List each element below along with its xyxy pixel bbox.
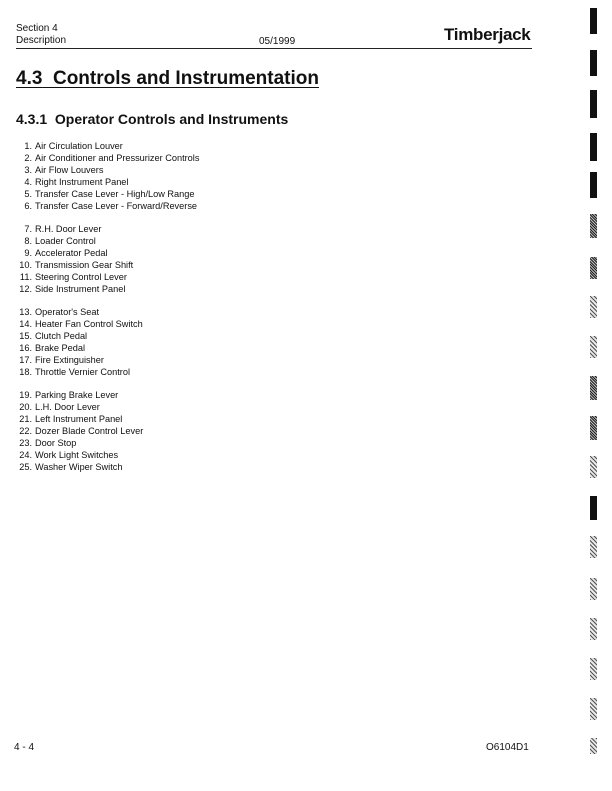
list-group	[16, 140, 199, 212]
list-item-number: 1.	[24, 141, 32, 151]
subsection-label: Description	[16, 35, 67, 46]
header-date: 05/1999	[259, 36, 296, 47]
list-item	[16, 389, 199, 401]
section-tab-mark	[590, 738, 597, 754]
list-item-label: Left Instrument Panel	[35, 414, 123, 424]
list-item-label: Parking Brake Lever	[35, 390, 119, 400]
list-item-number: 25.	[19, 462, 32, 472]
section-tab-mark	[590, 416, 597, 440]
list-item	[16, 413, 199, 425]
list-item-number: 13.	[19, 307, 32, 317]
list-item-label: Brake Pedal	[35, 343, 86, 353]
list-item	[16, 152, 199, 164]
list-item-label: Right Instrument Panel	[35, 177, 129, 187]
list-item-number: 18.	[19, 367, 32, 377]
list-item	[16, 425, 199, 437]
section-tab-mark	[590, 456, 597, 478]
section-tab-mark	[590, 133, 597, 161]
list-item-number: 16.	[19, 343, 32, 353]
list-item-number: 9.	[24, 248, 32, 258]
section-tab-mark	[590, 496, 597, 520]
list-item-label: Air Conditioner and Pressurizer Controls	[35, 153, 200, 163]
page-number: 4 - 4	[14, 742, 35, 753]
section-tab-mark	[590, 618, 597, 640]
list-item-number: 11.	[19, 272, 32, 282]
section-tab-mark	[590, 90, 597, 118]
section-heading	[16, 111, 288, 127]
list-item-label: Transfer Case Lever - High/Low Range	[35, 189, 195, 199]
list-item-label: Air Flow Louvers	[35, 165, 104, 175]
list-item	[16, 176, 199, 188]
section-tab-mark	[590, 336, 597, 358]
list-item-number: 20.	[19, 402, 32, 412]
list-item-number: 24.	[19, 450, 32, 460]
list-item-number: 12.	[19, 284, 32, 294]
list-item	[16, 188, 199, 200]
list-item	[16, 366, 199, 378]
section-tab-strip	[582, 0, 612, 791]
header-rule	[16, 48, 532, 49]
list-item-label: L.H. Door Lever	[35, 402, 100, 412]
list-item-label: Fire Extinguisher	[35, 355, 104, 365]
list-item-number: 5.	[24, 189, 32, 199]
section-label: Section 4	[16, 23, 58, 34]
list-item-number: 4.	[24, 177, 32, 187]
list-item	[16, 283, 199, 295]
list-item-label: R.H. Door Lever	[35, 224, 102, 234]
list-item	[16, 330, 199, 342]
list-item-label: Throttle Vernier Control	[35, 367, 130, 377]
list-item-label: Side Instrument Panel	[35, 284, 126, 294]
list-item	[16, 354, 199, 366]
list-item-number: 23.	[19, 438, 32, 448]
list-item	[16, 318, 199, 330]
list-item	[16, 461, 199, 473]
list-item-label: Transfer Case Lever - Forward/Reverse	[35, 201, 198, 211]
list-item-number: 19.	[19, 390, 32, 400]
list-group	[16, 223, 199, 295]
section-heading-number: 4.3.1	[16, 111, 48, 127]
list-item-number: 17.	[19, 355, 32, 365]
list-group	[16, 306, 199, 378]
header-section	[16, 23, 66, 47]
list-item	[16, 306, 199, 318]
section-tab-mark	[590, 8, 597, 34]
page-title-number: 4.3	[16, 68, 43, 89]
section-heading-text: Operator Controls and Instruments	[54, 111, 289, 127]
section-tab-mark	[590, 172, 597, 198]
section-tab-mark	[590, 257, 597, 279]
list-item-number: 14.	[19, 319, 32, 329]
section-tab-mark	[590, 578, 597, 600]
list-item	[16, 401, 199, 413]
list-item-label: Dozer Blade Control Lever	[35, 426, 144, 436]
list-item-label: Washer Wiper Switch	[35, 462, 123, 472]
list-item-number: 7.	[24, 224, 32, 234]
list-item	[16, 235, 199, 247]
list-item	[16, 342, 199, 354]
controls-list	[16, 140, 199, 484]
list-item-label: Accelerator Pedal	[35, 248, 108, 258]
list-item-number: 22.	[19, 426, 32, 436]
list-item-number: 6.	[24, 201, 32, 211]
list-item	[16, 271, 199, 283]
section-tab-mark	[590, 296, 597, 318]
list-group	[16, 389, 199, 473]
list-item	[16, 223, 199, 235]
brand-logo: Timberjack	[444, 25, 531, 44]
list-item-label: Heater Fan Control Switch	[35, 319, 143, 329]
section-tab-mark	[590, 214, 597, 238]
list-item-label: Clutch Pedal	[35, 331, 88, 341]
list-item-label: Operator's Seat	[35, 307, 100, 317]
list-item-label: Work Light Switches	[35, 450, 119, 460]
page-title-text: Controls and Instrumentation	[52, 68, 319, 89]
list-item-number: 3.	[24, 165, 32, 175]
list-item-label: Loader Control	[35, 236, 96, 246]
list-item-number: 21.	[19, 414, 32, 424]
list-item-label: Air Circulation Louver	[35, 141, 123, 151]
list-item-label: Door Stop	[35, 438, 77, 448]
list-item-number: 15.	[19, 331, 32, 341]
section-tab-mark	[590, 50, 597, 76]
list-item-number: 10.	[19, 260, 32, 270]
list-item	[16, 247, 199, 259]
section-tab-mark	[590, 658, 597, 680]
list-item	[16, 259, 199, 271]
list-item-number: 8.	[24, 236, 32, 246]
page-title	[16, 68, 319, 90]
list-item-label: Steering Control Lever	[35, 272, 127, 282]
list-item	[16, 140, 199, 152]
section-tab-mark	[590, 536, 597, 558]
document-code: O6104D1	[486, 742, 529, 753]
section-tab-mark	[590, 698, 597, 720]
list-item	[16, 437, 199, 449]
list-item	[16, 200, 199, 212]
list-item	[16, 449, 199, 461]
list-item-number: 2.	[24, 153, 32, 163]
list-item	[16, 164, 199, 176]
list-item-label: Transmission Gear Shift	[35, 260, 134, 270]
section-tab-mark	[590, 376, 597, 400]
